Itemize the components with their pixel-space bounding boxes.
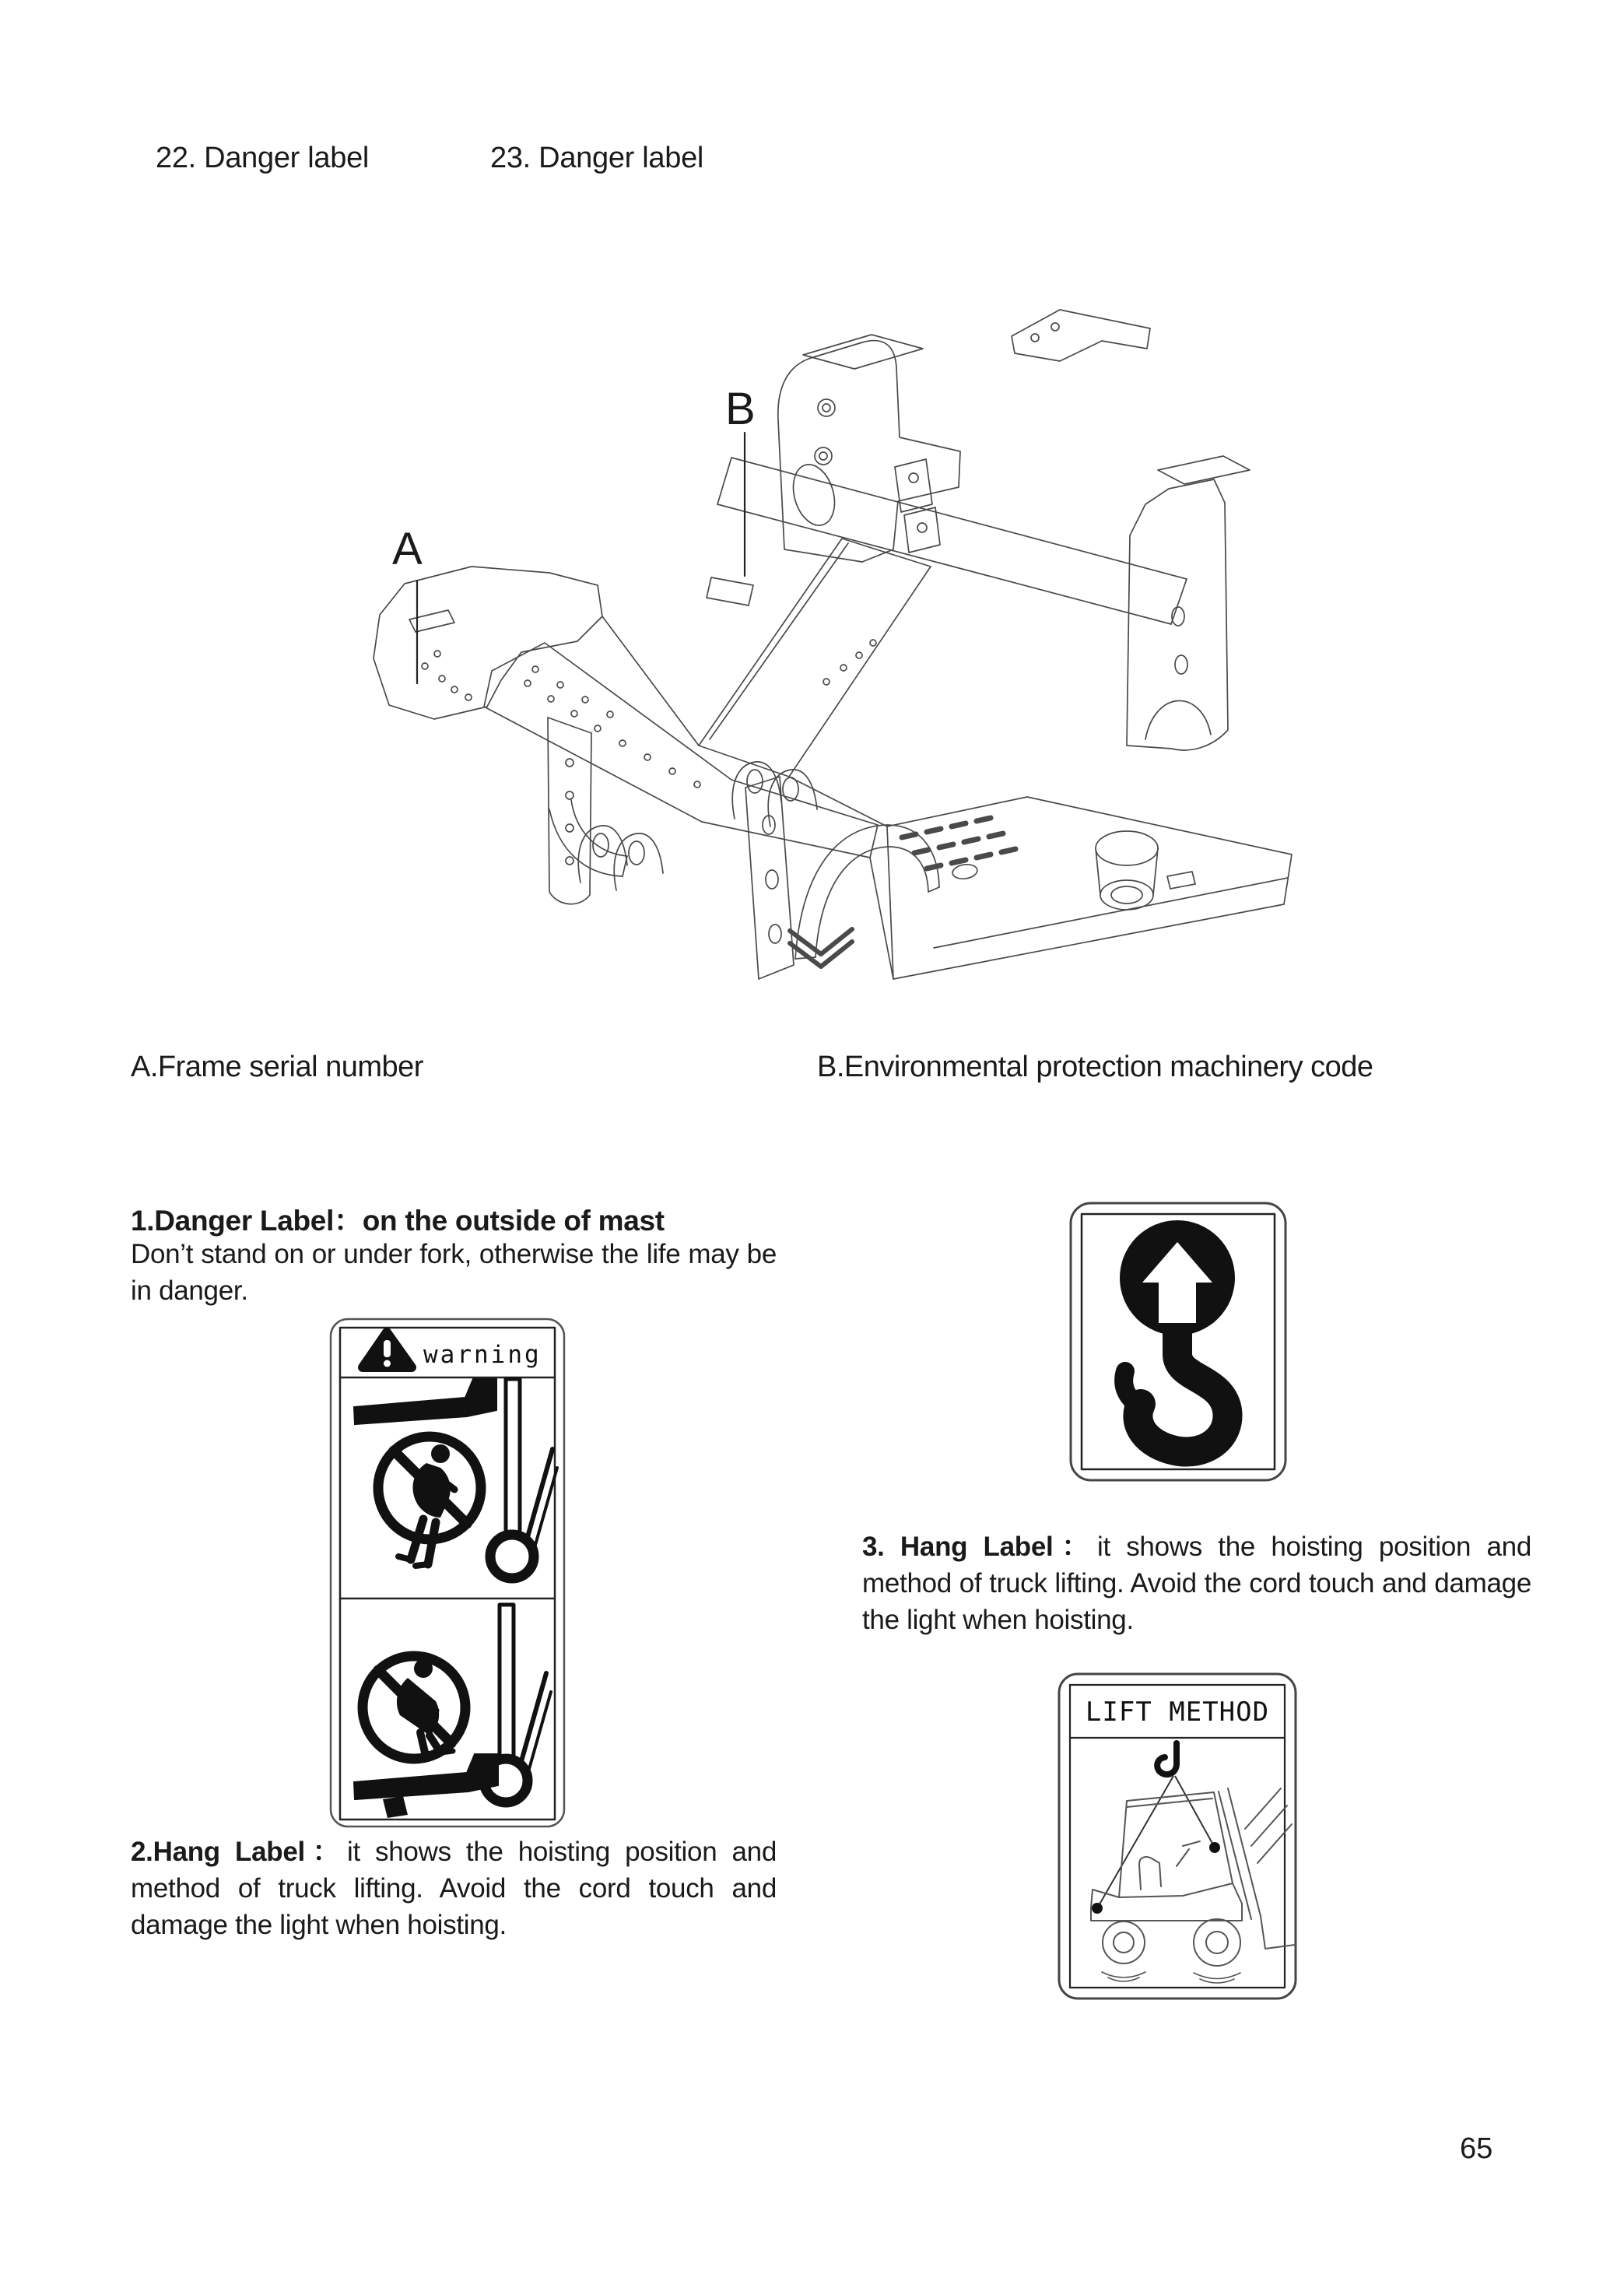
fender-plate <box>374 567 602 719</box>
forklift-side-view <box>1091 1788 1295 1983</box>
right-bracket <box>1127 456 1250 750</box>
small-hook-icon <box>1157 1743 1177 1774</box>
warning-sticker-figure <box>328 1317 566 1829</box>
chassis-frame-drawing <box>342 288 1323 1004</box>
serial-number-plate <box>409 610 454 632</box>
no-riding-on-fork-pictogram <box>354 1605 551 1818</box>
frame-edges <box>602 616 893 979</box>
crane-hook-icon <box>1120 1220 1235 1452</box>
sloped-deck <box>707 458 1187 624</box>
caption-frame-serial: A.Frame serial number <box>131 1051 423 1083</box>
top-right-bracket <box>1012 310 1150 361</box>
part-label-22: 22. Danger label <box>156 142 370 174</box>
riveted-rail <box>484 643 878 904</box>
middle-plate <box>699 539 931 777</box>
page-number: 65 <box>1460 2132 1493 2165</box>
environmental-code-plate <box>707 577 753 605</box>
lift-point-mast <box>1209 1842 1220 1853</box>
hang-label-3-paragraph <box>862 1528 1531 1638</box>
lift-point-rear <box>1092 1903 1103 1914</box>
hang-label-3-heading: 3. Hang Label： <box>862 1532 1097 1562</box>
callout-b: B <box>725 384 756 434</box>
hook-sticker-figure <box>1068 1201 1288 1483</box>
callout-a: A <box>392 524 423 574</box>
part-label-23: 23. Danger label <box>490 142 704 174</box>
caption-environmental-code: B.Environmental protection machinery code <box>817 1051 1373 1083</box>
no-standing-under-fork-pictogram <box>354 1379 557 1578</box>
hang-label-2-heading: 2.Hang Label： <box>131 1837 348 1867</box>
filler-neck <box>1096 831 1195 910</box>
warning-sticker-title: warning <box>423 1341 542 1369</box>
mudguard <box>745 777 939 979</box>
hoisting-diagram <box>1091 1743 1295 1983</box>
danger-label-body: Don’t stand on or under fork, otherwise the life may be in danger. <box>131 1239 777 1306</box>
danger-label-heading: 1.Danger Label：on the outside of mast <box>131 1205 665 1237</box>
hang-label-2-body: it shows the hoisting position and method of truck lifting. Avoid the cord touch and damage the light when hoisting. <box>131 1837 777 1940</box>
lift-method-sticker-title: LIFT METHOD <box>1085 1697 1270 1728</box>
hang-label-3-body: it shows the hoisting position and method of truck lifting. Avoid the cord touch and damage the light when hoisting. <box>862 1532 1532 1635</box>
warning-triangle-icon <box>363 1332 412 1367</box>
hang-label-2-paragraph <box>131 1834 777 1943</box>
right-side-panel <box>887 797 1292 979</box>
